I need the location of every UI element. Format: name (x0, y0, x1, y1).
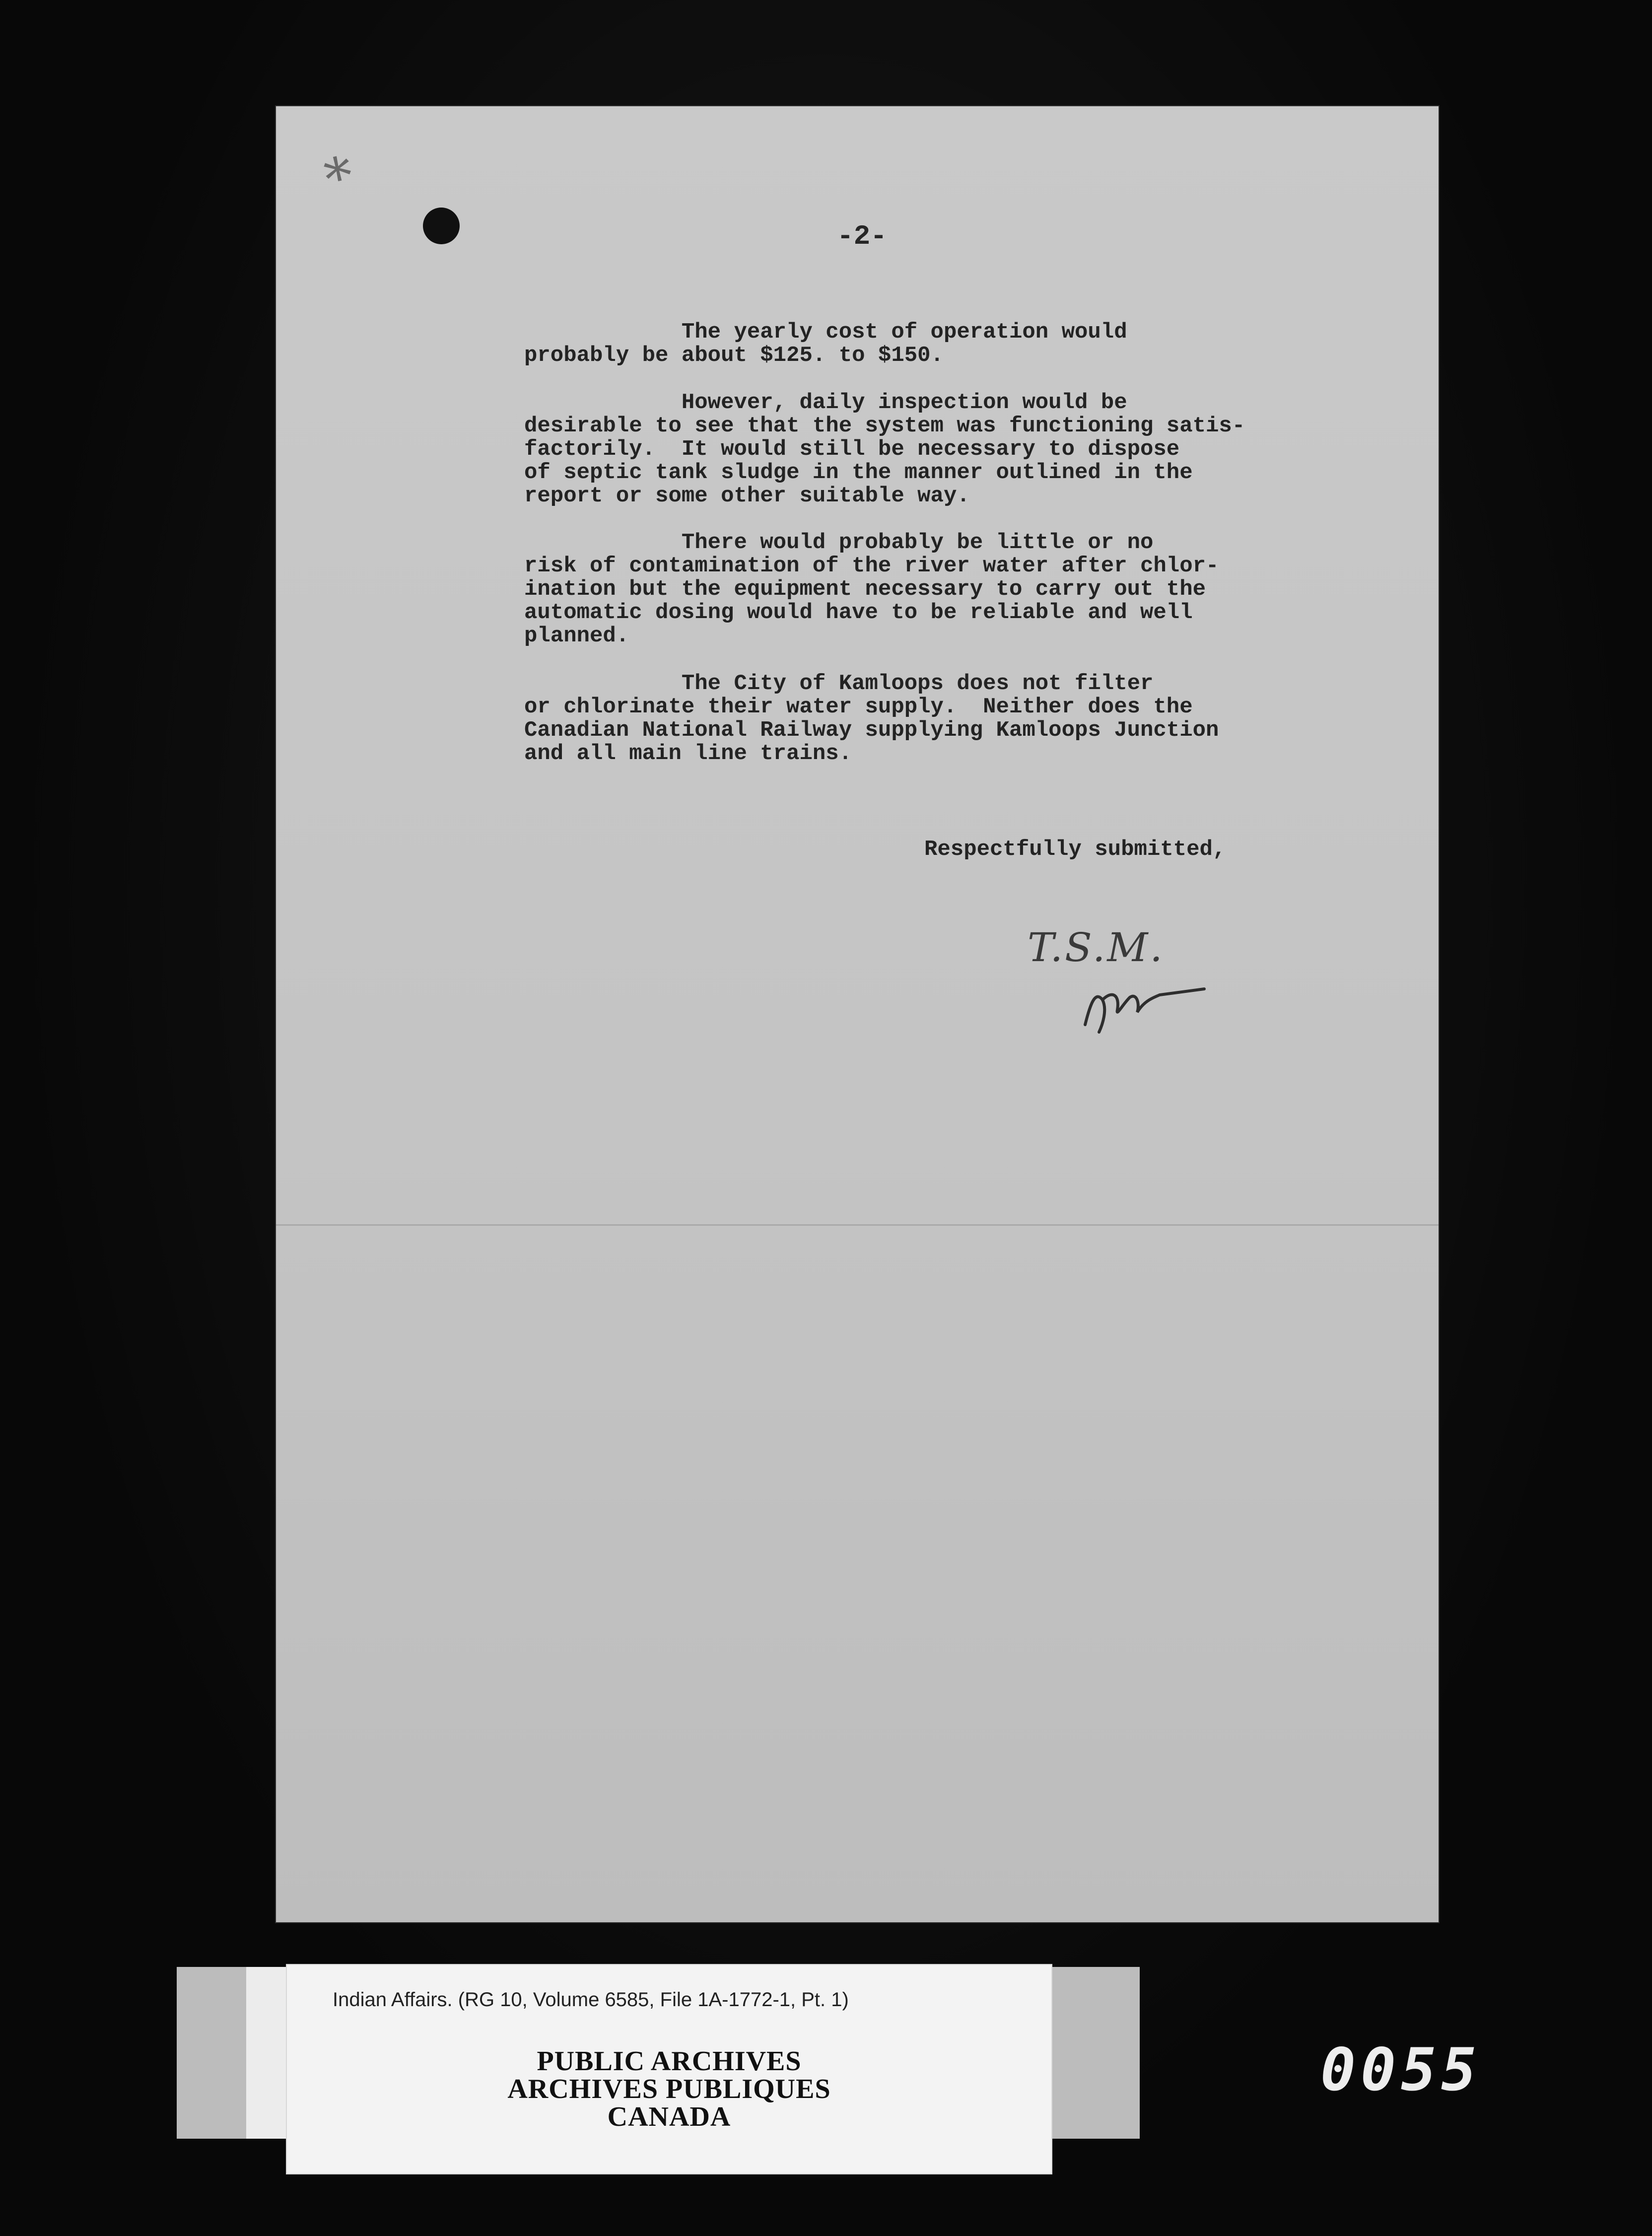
signature-mark (1075, 970, 1214, 1040)
archive-label (287, 1965, 1051, 2173)
archive-line-country: CANADA (607, 2101, 731, 2132)
page-fold-line (276, 1224, 1439, 1226)
closing-line: Respectfully submitted, (924, 837, 1226, 862)
paragraph-daily-inspection: However, daily inspection would be desirable to see that the system was functioning satis- factorily. It would still be necessary to dispose of septic tank sludge in the manner outlined in the report or some other suitable way. (524, 390, 1245, 508)
page-number: -2- (837, 220, 887, 252)
archive-line-english: PUBLIC ARCHIVES (537, 2046, 802, 2077)
archive-line-french: ARCHIVES PUBLIQUES (507, 2074, 831, 2104)
archive-reference: Indian Affairs. (RG 10, Volume 6585, File 1A-1772-1, Pt. 1) (333, 1989, 849, 2011)
paragraph-contamination-risk: There would probably be little or no risk of contamination of the river water after chlor- ination but the equipment necessary to carry out the automatic dosing would have to be reliable and well planned. (524, 530, 1219, 648)
punch-hole (423, 208, 460, 244)
paragraph-kamloops-water: The City of Kamloops does not filter or chlorinate their water supply. Neither does the Canadian National Railway supplying Kamloops Junction and all main line trains. (524, 671, 1219, 766)
paragraph-operating-cost: The yearly cost of operation would probably be about $125. to $150. (524, 320, 1127, 368)
corner-mark: * (319, 143, 359, 212)
document-page (276, 106, 1439, 1922)
handwritten-initials: T.S.M. (1028, 924, 1165, 971)
frame-number: 0055 (1320, 2035, 1482, 2104)
